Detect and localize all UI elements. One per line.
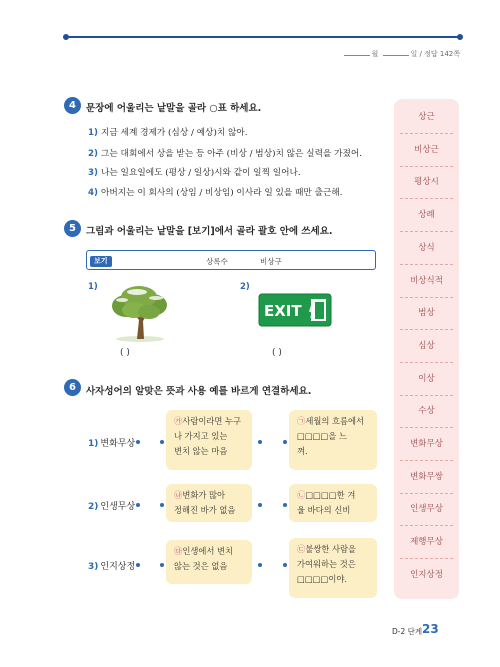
connect-dot[interactable] [283, 503, 287, 507]
connect-dot[interactable] [258, 440, 262, 444]
bogi-label: 보기 [90, 256, 112, 267]
question-6-number: 6 [64, 379, 81, 396]
panel-divider [400, 329, 453, 330]
panel-word: 인생무상 [410, 504, 443, 515]
connect-dot[interactable] [160, 503, 164, 507]
panel-divider [400, 166, 453, 167]
panel-word: 수상 [418, 406, 435, 417]
evergreen-tree-image [104, 284, 176, 344]
panel-divider [400, 297, 453, 298]
panel-word: 비상근 [414, 144, 439, 155]
bogi-word: 비상구 [260, 257, 282, 266]
panel-word: 심상 [418, 340, 435, 351]
header-rule-dot-right [457, 34, 463, 40]
connect-dot[interactable] [160, 563, 164, 567]
panel-word: 비상식적 [410, 275, 443, 286]
idiom-item: 2) 인생무상 [88, 502, 136, 512]
panel-divider [400, 231, 453, 232]
panel-word: 평상시 [414, 177, 439, 188]
idiom-item: 3) 인지상정 [88, 562, 136, 572]
q4-sentence: 4) 아버지는 이 회사의 (상임 / 비상임) 이사라 일 있을 때만 출근해. [88, 188, 343, 198]
panel-divider [400, 558, 453, 559]
connect-dot[interactable] [136, 503, 140, 507]
question-4-number: 4 [64, 97, 81, 114]
header-rule [66, 36, 460, 38]
panel-word: 변화무상 [410, 439, 443, 449]
example-card: ㉠세월의 흐름에서 □□□□을 느 껴. [289, 410, 377, 470]
panel-divider [400, 525, 453, 526]
day-label: 일 [410, 50, 418, 58]
panel-divider [400, 395, 453, 396]
idiom-item: 1) 변화무상 [88, 439, 136, 449]
panel-word: 변화무쌍 [410, 471, 443, 482]
q5-item-number: 1) [88, 282, 98, 292]
meaning-card: ㉰인생에서 변치 않는 것은 없음 [166, 540, 252, 584]
panel-divider [400, 427, 453, 428]
exit-sign-image [258, 293, 332, 327]
q4-sentence: 1) 지금 세계 경제가 (심상 / 예상)치 않아. [88, 128, 248, 138]
day-blank[interactable] [383, 49, 409, 56]
meaning-card: ㉮사람이라면 누구 나 가지고 있는 변치 않는 마음 [166, 410, 252, 470]
month-label: 월 [371, 50, 379, 58]
panel-divider [400, 264, 453, 265]
q4-sentence: 3) 나는 일요일에도 (평상 / 일상)시와 같이 일찍 일어나. [88, 168, 301, 178]
example-card: ㉢불쌍한 사람을 가여워하는 것은 □□□□이야. [289, 538, 377, 598]
connect-dot[interactable] [136, 563, 140, 567]
question-5-title: 그림과 어울리는 낱말을 [보기]에서 골라 괄호 안에 쓰세요. [86, 226, 333, 237]
bogi-box [86, 250, 376, 270]
page-number: 23 [422, 622, 439, 636]
panel-divider [400, 460, 453, 461]
panel-word: 상례 [418, 210, 435, 221]
answer-blank[interactable]: ( ) [120, 348, 130, 358]
answer-blank[interactable]: ( ) [272, 348, 282, 358]
question-4-title: 문장에 어울리는 낱말을 골라 ○표 하세요. [86, 103, 262, 114]
connect-dot[interactable] [136, 440, 140, 444]
date-line: 월 일 / 정답 142쪽 [342, 49, 460, 59]
connect-dot[interactable] [258, 503, 262, 507]
header-rule-dot-left [63, 34, 69, 40]
example-card: ㉡□□□□한 겨 울 바다의 신비 [289, 484, 377, 522]
q5-item-number: 2) [240, 282, 250, 292]
panel-word: 제행무상 [410, 537, 443, 548]
question-5-number: 5 [64, 220, 81, 237]
answer-reference: 정답 142쪽 [424, 50, 460, 58]
month-blank[interactable] [344, 49, 370, 56]
q4-sentence: 2) 그는 대회에서 상을 받는 등 아주 (비상 / 범상)치 않은 실력을 가졌어. [88, 149, 363, 159]
bogi-word: 상록수 [206, 257, 228, 266]
question-6-title: 사자성어의 알맞은 뜻과 사용 예를 바르게 연결하세요. [86, 386, 312, 397]
panel-divider [400, 133, 453, 134]
meaning-card: ㉯변화가 많아 정해진 바가 없음 [166, 484, 252, 522]
panel-word: 인지상정 [410, 569, 443, 580]
exit-sign-text: EXIT [264, 302, 302, 320]
panel-divider [400, 493, 453, 494]
panel-divider [400, 198, 453, 199]
footer-stage-label: D-2 단계 [392, 627, 423, 636]
panel-word: 상식 [418, 242, 435, 253]
connect-dot[interactable] [283, 563, 287, 567]
panel-word: 범상 [418, 308, 435, 319]
panel-word: 상근 [418, 112, 435, 122]
connect-dot[interactable] [283, 440, 287, 444]
connect-dot[interactable] [258, 563, 262, 567]
panel-divider [400, 362, 453, 363]
connect-dot[interactable] [160, 440, 164, 444]
panel-word: 이상 [418, 373, 435, 384]
